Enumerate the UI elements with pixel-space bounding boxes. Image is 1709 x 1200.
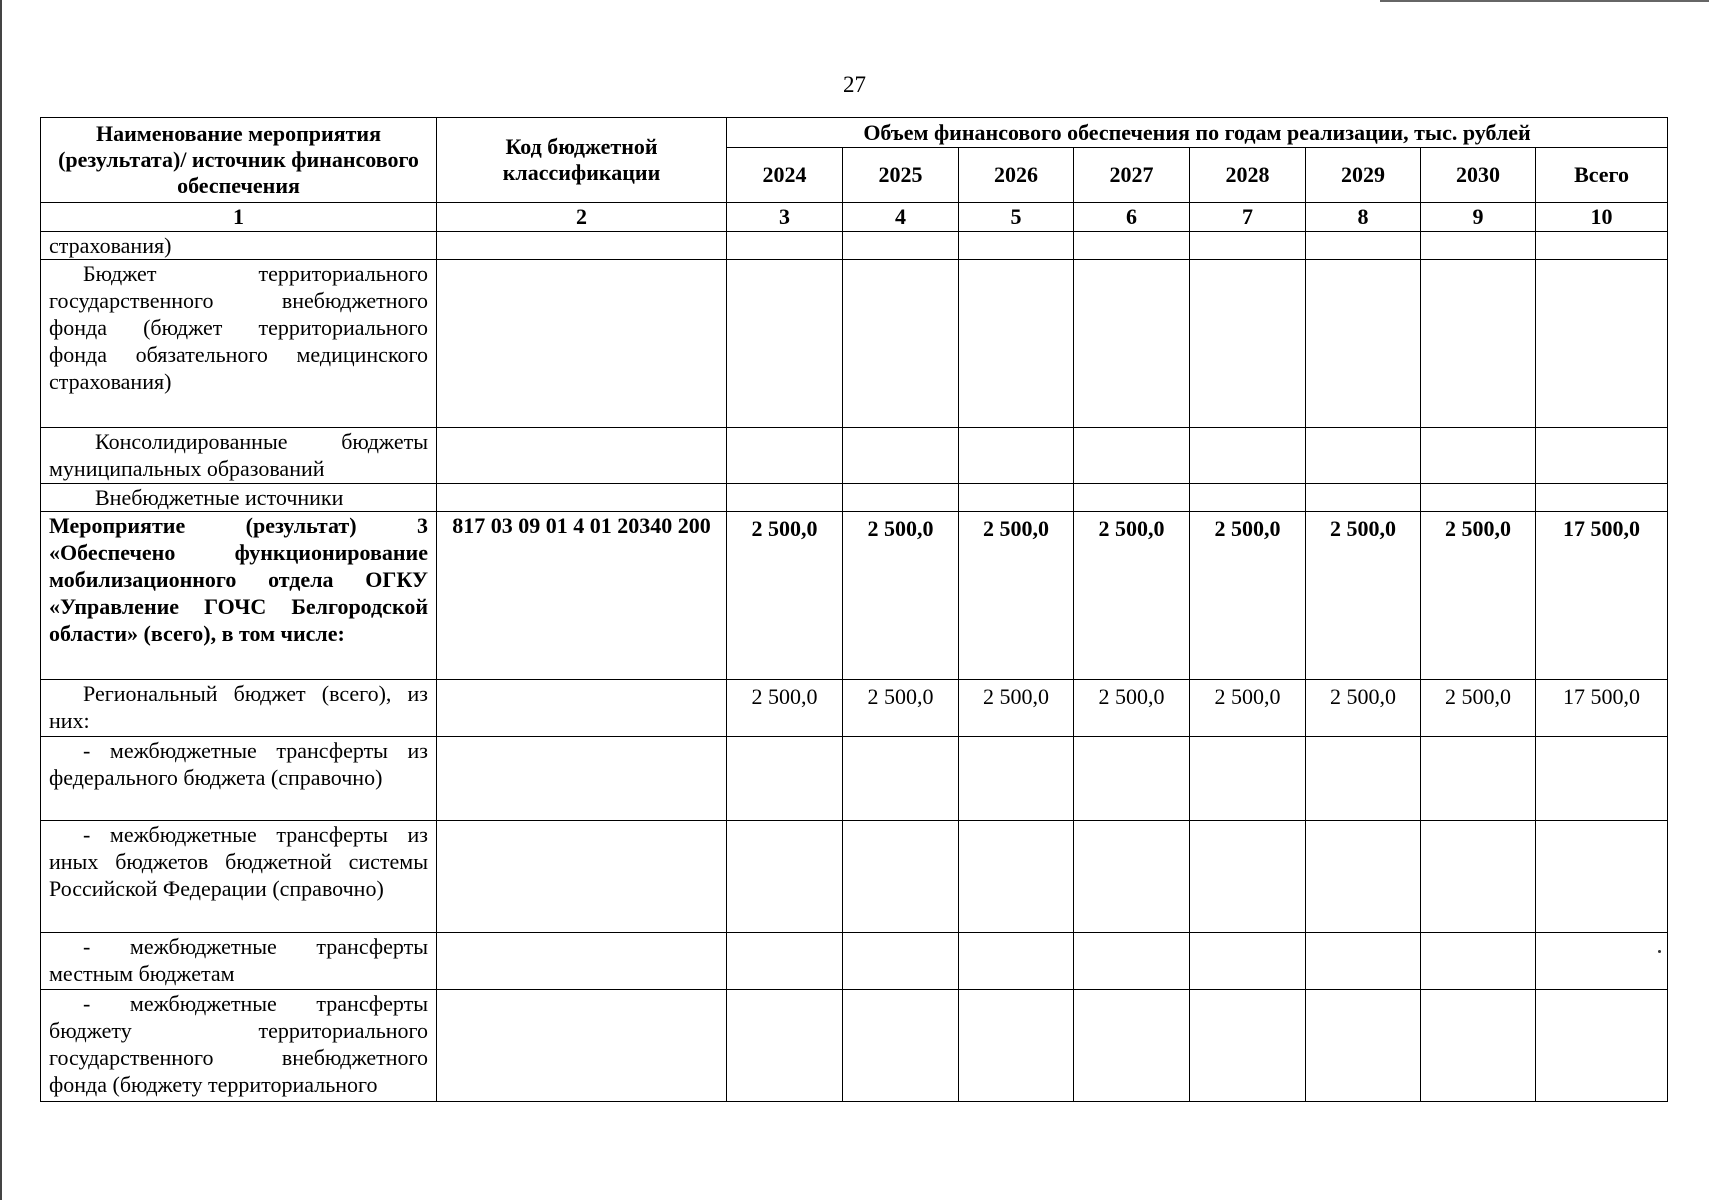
scan-edge-left <box>0 0 2 1200</box>
row-value: 2 500,0 <box>843 680 959 737</box>
row-value <box>959 484 1074 512</box>
table-row <box>41 990 1668 1102</box>
row-value: 2 500,0 <box>1421 512 1536 680</box>
header-volume-group: Объем финансового обеспечения по годам реализации, тыс. рублей <box>727 118 1668 148</box>
row-value <box>727 990 843 1102</box>
column-number: 10 <box>1536 203 1668 232</box>
header-year: 2028 <box>1190 148 1306 203</box>
row-value <box>1306 232 1421 260</box>
row-value <box>1306 737 1421 821</box>
header-total: Всего <box>1536 148 1668 203</box>
row-value <box>1306 933 1421 990</box>
row-value <box>1536 990 1668 1102</box>
row-code <box>437 232 727 260</box>
row-value <box>1536 484 1668 512</box>
row-name: - межбюджетные трансферты из иных бюджетов бюджетной системы Российской Федерации (справочно) <box>41 821 437 933</box>
row-value <box>959 232 1074 260</box>
row-value <box>1421 821 1536 933</box>
row-value <box>959 990 1074 1102</box>
row-code <box>437 680 727 737</box>
row-value <box>1536 933 1668 990</box>
row-value <box>1536 737 1668 821</box>
row-value <box>1190 933 1306 990</box>
table-row <box>41 232 1668 260</box>
table-row <box>41 737 1668 821</box>
table-row <box>41 933 1668 990</box>
row-code: 817 03 09 01 4 01 20340 200 <box>437 512 727 680</box>
row-name: - межбюджетные трансферты местным бюджетам <box>41 933 437 990</box>
row-value <box>1074 260 1190 428</box>
column-number: 7 <box>1190 203 1306 232</box>
column-number: 9 <box>1421 203 1536 232</box>
row-code <box>437 821 727 933</box>
row-value <box>1536 821 1668 933</box>
row-value <box>1074 428 1190 484</box>
row-value <box>1536 428 1668 484</box>
row-value <box>1190 821 1306 933</box>
row-value <box>1536 232 1668 260</box>
table-row <box>41 484 1668 512</box>
row-name: Бюджет территориального государственного внебюджетного фонда (бюджет территориального фонда обязательного медицинского страхования) <box>41 260 437 428</box>
row-value <box>727 737 843 821</box>
row-value <box>1074 737 1190 821</box>
row-value <box>959 737 1074 821</box>
column-number: 8 <box>1306 203 1421 232</box>
row-value <box>1421 990 1536 1102</box>
row-value: 17 500,0 <box>1536 680 1668 737</box>
header-name-column: Наименование мероприятия (результата)/ источник финансового обеспечения <box>41 118 437 203</box>
row-value: 2 500,0 <box>727 512 843 680</box>
header-year: 2030 <box>1421 148 1536 203</box>
column-number: 3 <box>727 203 843 232</box>
column-number: 6 <box>1074 203 1190 232</box>
row-value: 2 500,0 <box>1421 680 1536 737</box>
row-value <box>1421 933 1536 990</box>
row-code <box>437 484 727 512</box>
table-row <box>41 260 1668 428</box>
financing-table <box>40 117 1668 1102</box>
row-code <box>437 933 727 990</box>
row-value: 2 500,0 <box>1190 512 1306 680</box>
row-value <box>727 260 843 428</box>
row-name: страхования) <box>41 232 437 260</box>
row-value <box>727 232 843 260</box>
row-value <box>959 260 1074 428</box>
row-value <box>1190 990 1306 1102</box>
column-number: 4 <box>843 203 959 232</box>
row-value <box>1190 428 1306 484</box>
row-value <box>1421 484 1536 512</box>
row-code <box>437 260 727 428</box>
row-value: 2 500,0 <box>959 680 1074 737</box>
header-year: 2029 <box>1306 148 1421 203</box>
row-name: Мероприятие (результат) 3 «Обеспечено функционирование мобилизационного отдела ОГКУ «Управление ГОЧС Белгородской области» (всего), в том числе: <box>41 512 437 680</box>
row-value <box>1306 990 1421 1102</box>
table-row <box>41 680 1668 737</box>
row-value <box>1306 260 1421 428</box>
column-number: 1 <box>41 203 437 232</box>
row-name: - межбюджетные трансферты из федерального бюджета (справочно) <box>41 737 437 821</box>
row-value <box>727 428 843 484</box>
scan-speck <box>1658 950 1661 953</box>
row-value <box>843 821 959 933</box>
row-value <box>1074 933 1190 990</box>
row-value <box>1074 484 1190 512</box>
table-row <box>41 821 1668 933</box>
row-value <box>1421 260 1536 428</box>
column-number: 2 <box>437 203 727 232</box>
row-value <box>1190 484 1306 512</box>
row-value <box>1074 232 1190 260</box>
row-value: 2 500,0 <box>1306 512 1421 680</box>
header-code-column: Код бюджетной классификации <box>437 118 727 203</box>
header-year: 2024 <box>727 148 843 203</box>
table-row <box>41 428 1668 484</box>
row-value <box>1421 428 1536 484</box>
header-year: 2026 <box>959 148 1074 203</box>
row-value: 2 500,0 <box>1074 680 1190 737</box>
row-value <box>1190 232 1306 260</box>
row-value: 17 500,0 <box>1536 512 1668 680</box>
row-value <box>1306 821 1421 933</box>
header-year: 2027 <box>1074 148 1190 203</box>
scan-edge-top <box>1380 0 1709 2</box>
row-value <box>843 933 959 990</box>
row-value <box>843 990 959 1102</box>
row-value <box>727 933 843 990</box>
row-value <box>843 737 959 821</box>
row-value: 2 500,0 <box>843 512 959 680</box>
row-value <box>727 484 843 512</box>
row-value: 2 500,0 <box>1190 680 1306 737</box>
table-row <box>41 512 1668 680</box>
header-year: 2025 <box>843 148 959 203</box>
row-value <box>1421 232 1536 260</box>
row-value <box>843 484 959 512</box>
row-name: Региональный бюджет (всего), из них: <box>41 680 437 737</box>
row-name: Консолидированные бюджеты муниципальных образований <box>41 428 437 484</box>
row-value: 2 500,0 <box>959 512 1074 680</box>
row-value <box>1190 737 1306 821</box>
row-name: - межбюджетные трансферты бюджету территориального государственного внебюджетного фонда (бюджету территориального <box>41 990 437 1102</box>
page-number: 27 <box>843 72 866 97</box>
row-value <box>1306 484 1421 512</box>
row-value <box>959 821 1074 933</box>
column-number: 5 <box>959 203 1074 232</box>
row-value <box>1074 821 1190 933</box>
row-value: 2 500,0 <box>1306 680 1421 737</box>
row-value: 2 500,0 <box>1074 512 1190 680</box>
row-value: 2 500,0 <box>727 680 843 737</box>
row-value <box>727 821 843 933</box>
row-value <box>1306 428 1421 484</box>
row-value <box>843 260 959 428</box>
row-value <box>1421 737 1536 821</box>
row-value <box>959 933 1074 990</box>
row-code <box>437 737 727 821</box>
row-value <box>1190 260 1306 428</box>
row-value <box>959 428 1074 484</box>
row-code <box>437 990 727 1102</box>
row-name: Внебюджетные источники <box>41 484 437 512</box>
row-value <box>843 428 959 484</box>
row-code <box>437 428 727 484</box>
row-value <box>1074 990 1190 1102</box>
row-value <box>1536 260 1668 428</box>
row-value <box>843 232 959 260</box>
